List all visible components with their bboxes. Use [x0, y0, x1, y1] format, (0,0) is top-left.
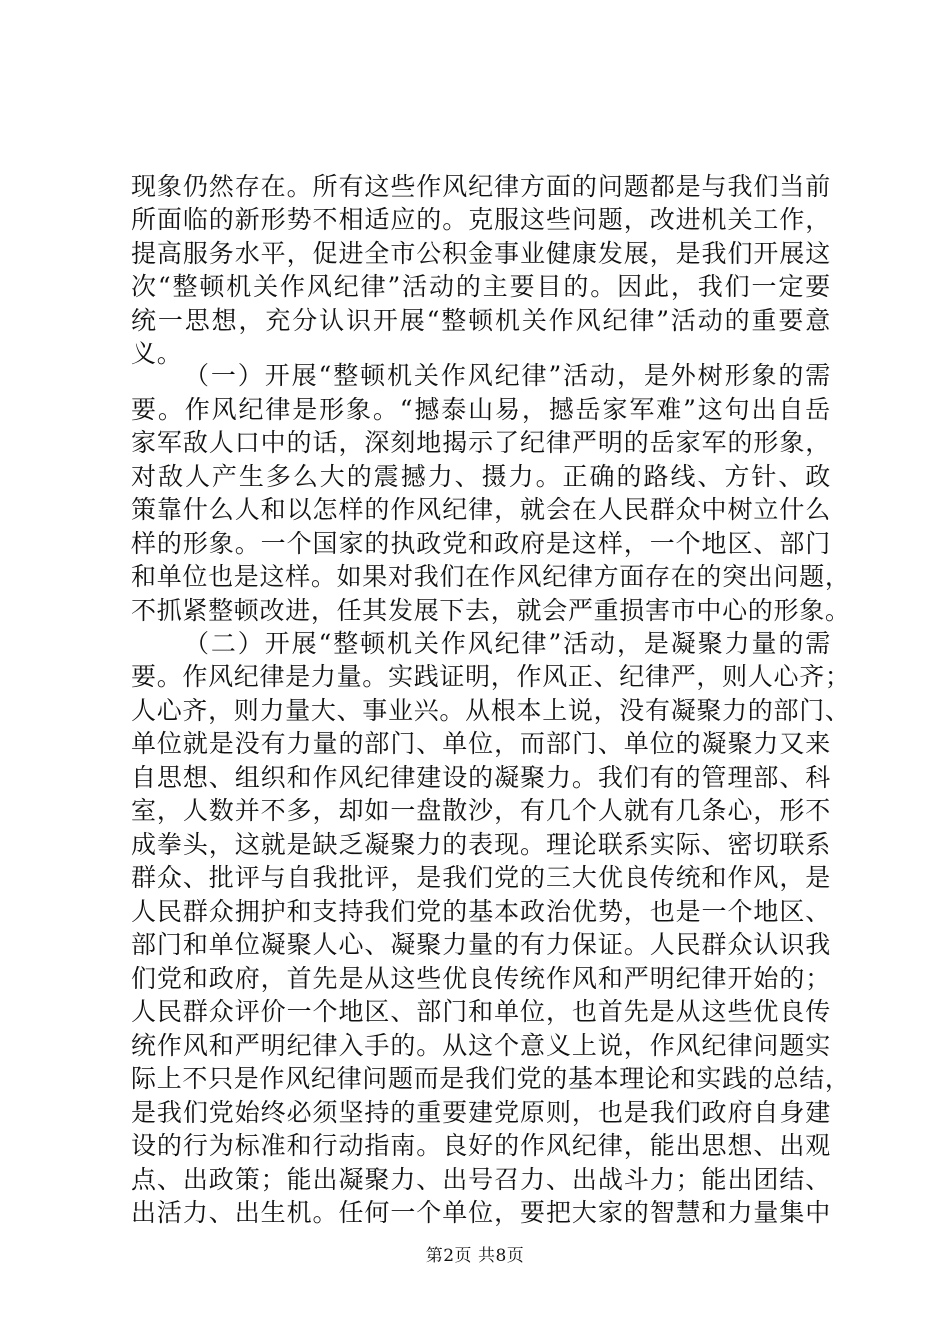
text-line: 义。 — [131, 339, 183, 368]
text-line: 家军敌人口中的话，深刻地揭示了纪律严明的岳家军的形象， — [131, 428, 831, 457]
text-line: 设的行为标准和行动指南。良好的作风纪律，能出思想、出观 — [131, 1131, 831, 1160]
text-line: 成拳头，这就是缺乏凝聚力的表现。理论联系实际、密切联系 — [131, 830, 831, 859]
text-line: 不抓紧整顿改进，任其发展下去，就会严重损害市中心的形象。 — [131, 596, 851, 625]
text-line: 策靠什么人和以怎样的作风纪律，就会在人民群众中树立什么 — [131, 495, 831, 524]
text-line: 人民群众拥护和支持我们党的基本政治优势，也是一个地区、 — [131, 897, 831, 926]
text-line: 出活力、出生机。任何一个单位，要把大家的智慧和力量集中 — [131, 1198, 831, 1227]
text-line: 们党和政府，首先是从这些优良传统作风和严明纪律开始的； — [131, 964, 831, 993]
text-line: 提高服务水平，促进全市公积金事业健康发展，是我们开展这 — [131, 239, 831, 268]
text-line: 群众、批评与自我批评，是我们党的三大优良传统和作风，是 — [131, 863, 831, 892]
text-line: 单位就是没有力量的部门、单位，而部门、单位的凝聚力又来 — [131, 729, 831, 758]
text-line: 自思想、组织和作风纪律建设的凝聚力。我们有的管理部、科 — [131, 763, 831, 792]
text-line: 室，人数并不多，却如一盘散沙，有几个人就有几条心，形不 — [131, 796, 831, 825]
text-line: 统作风和严明纪律入手的。从这个意义上说，作风纪律问题实 — [131, 1031, 831, 1060]
text-line: 统一思想，充分认识开展“整顿机关作风纪律”活动的重要意 — [131, 306, 831, 335]
text-line: 人民群众评价一个地区、部门和单位，也首先是从这些优良传 — [131, 997, 831, 1026]
paragraph-heading-2: （二）开展“整顿机关作风纪律”活动，是凝聚力量的需 — [184, 629, 831, 658]
text-line: 点、出政策；能出凝聚力、出号召力、出战斗力；能出团结、 — [131, 1165, 831, 1194]
text-line: 和单位也是这样。如果对我们在作风纪律方面存在的突出问题， — [131, 562, 851, 591]
text-line: 是我们党始终必须坚持的重要建党原则，也是我们政府自身建 — [131, 1098, 831, 1127]
text-line: 样的形象。一个国家的执政党和政府是这样，一个地区、部门 — [131, 529, 831, 558]
text-line: 人心齐，则力量大、事业兴。从根本上说，没有凝聚力的部门、 — [131, 696, 851, 725]
text-line: 要。作风纪律是形象。“撼泰山易，撼岳家军难”这句出自岳 — [131, 395, 831, 424]
text-line: 际上不只是作风纪律问题而是我们党的基本理论和实践的总结， — [131, 1064, 851, 1093]
text-line: 次“整顿机关作风纪律”活动的主要目的。因此，我们一定要 — [131, 272, 831, 301]
text-line: 部门和单位凝聚人心、凝聚力量的有力保证。人民群众认识我 — [131, 930, 831, 959]
text-line: 所面临的新形势不相适应的。克服这些问题，改进机关工作， — [131, 205, 831, 234]
page-number-footer: 第2页 共8页 — [425, 1246, 525, 1266]
text-line: 要。作风纪律是力量。实践证明，作风正、纪律严，则人心齐； — [131, 662, 851, 691]
text-line: 对敌人产生多么大的震撼力、摄力。正确的路线、方针、政 — [131, 462, 831, 491]
text-line: 现象仍然存在。所有这些作风纪律方面的问题都是与我们当前 — [131, 172, 831, 201]
paragraph-heading-1: （一）开展“整顿机关作风纪律”活动，是外树形象的需 — [184, 361, 831, 390]
